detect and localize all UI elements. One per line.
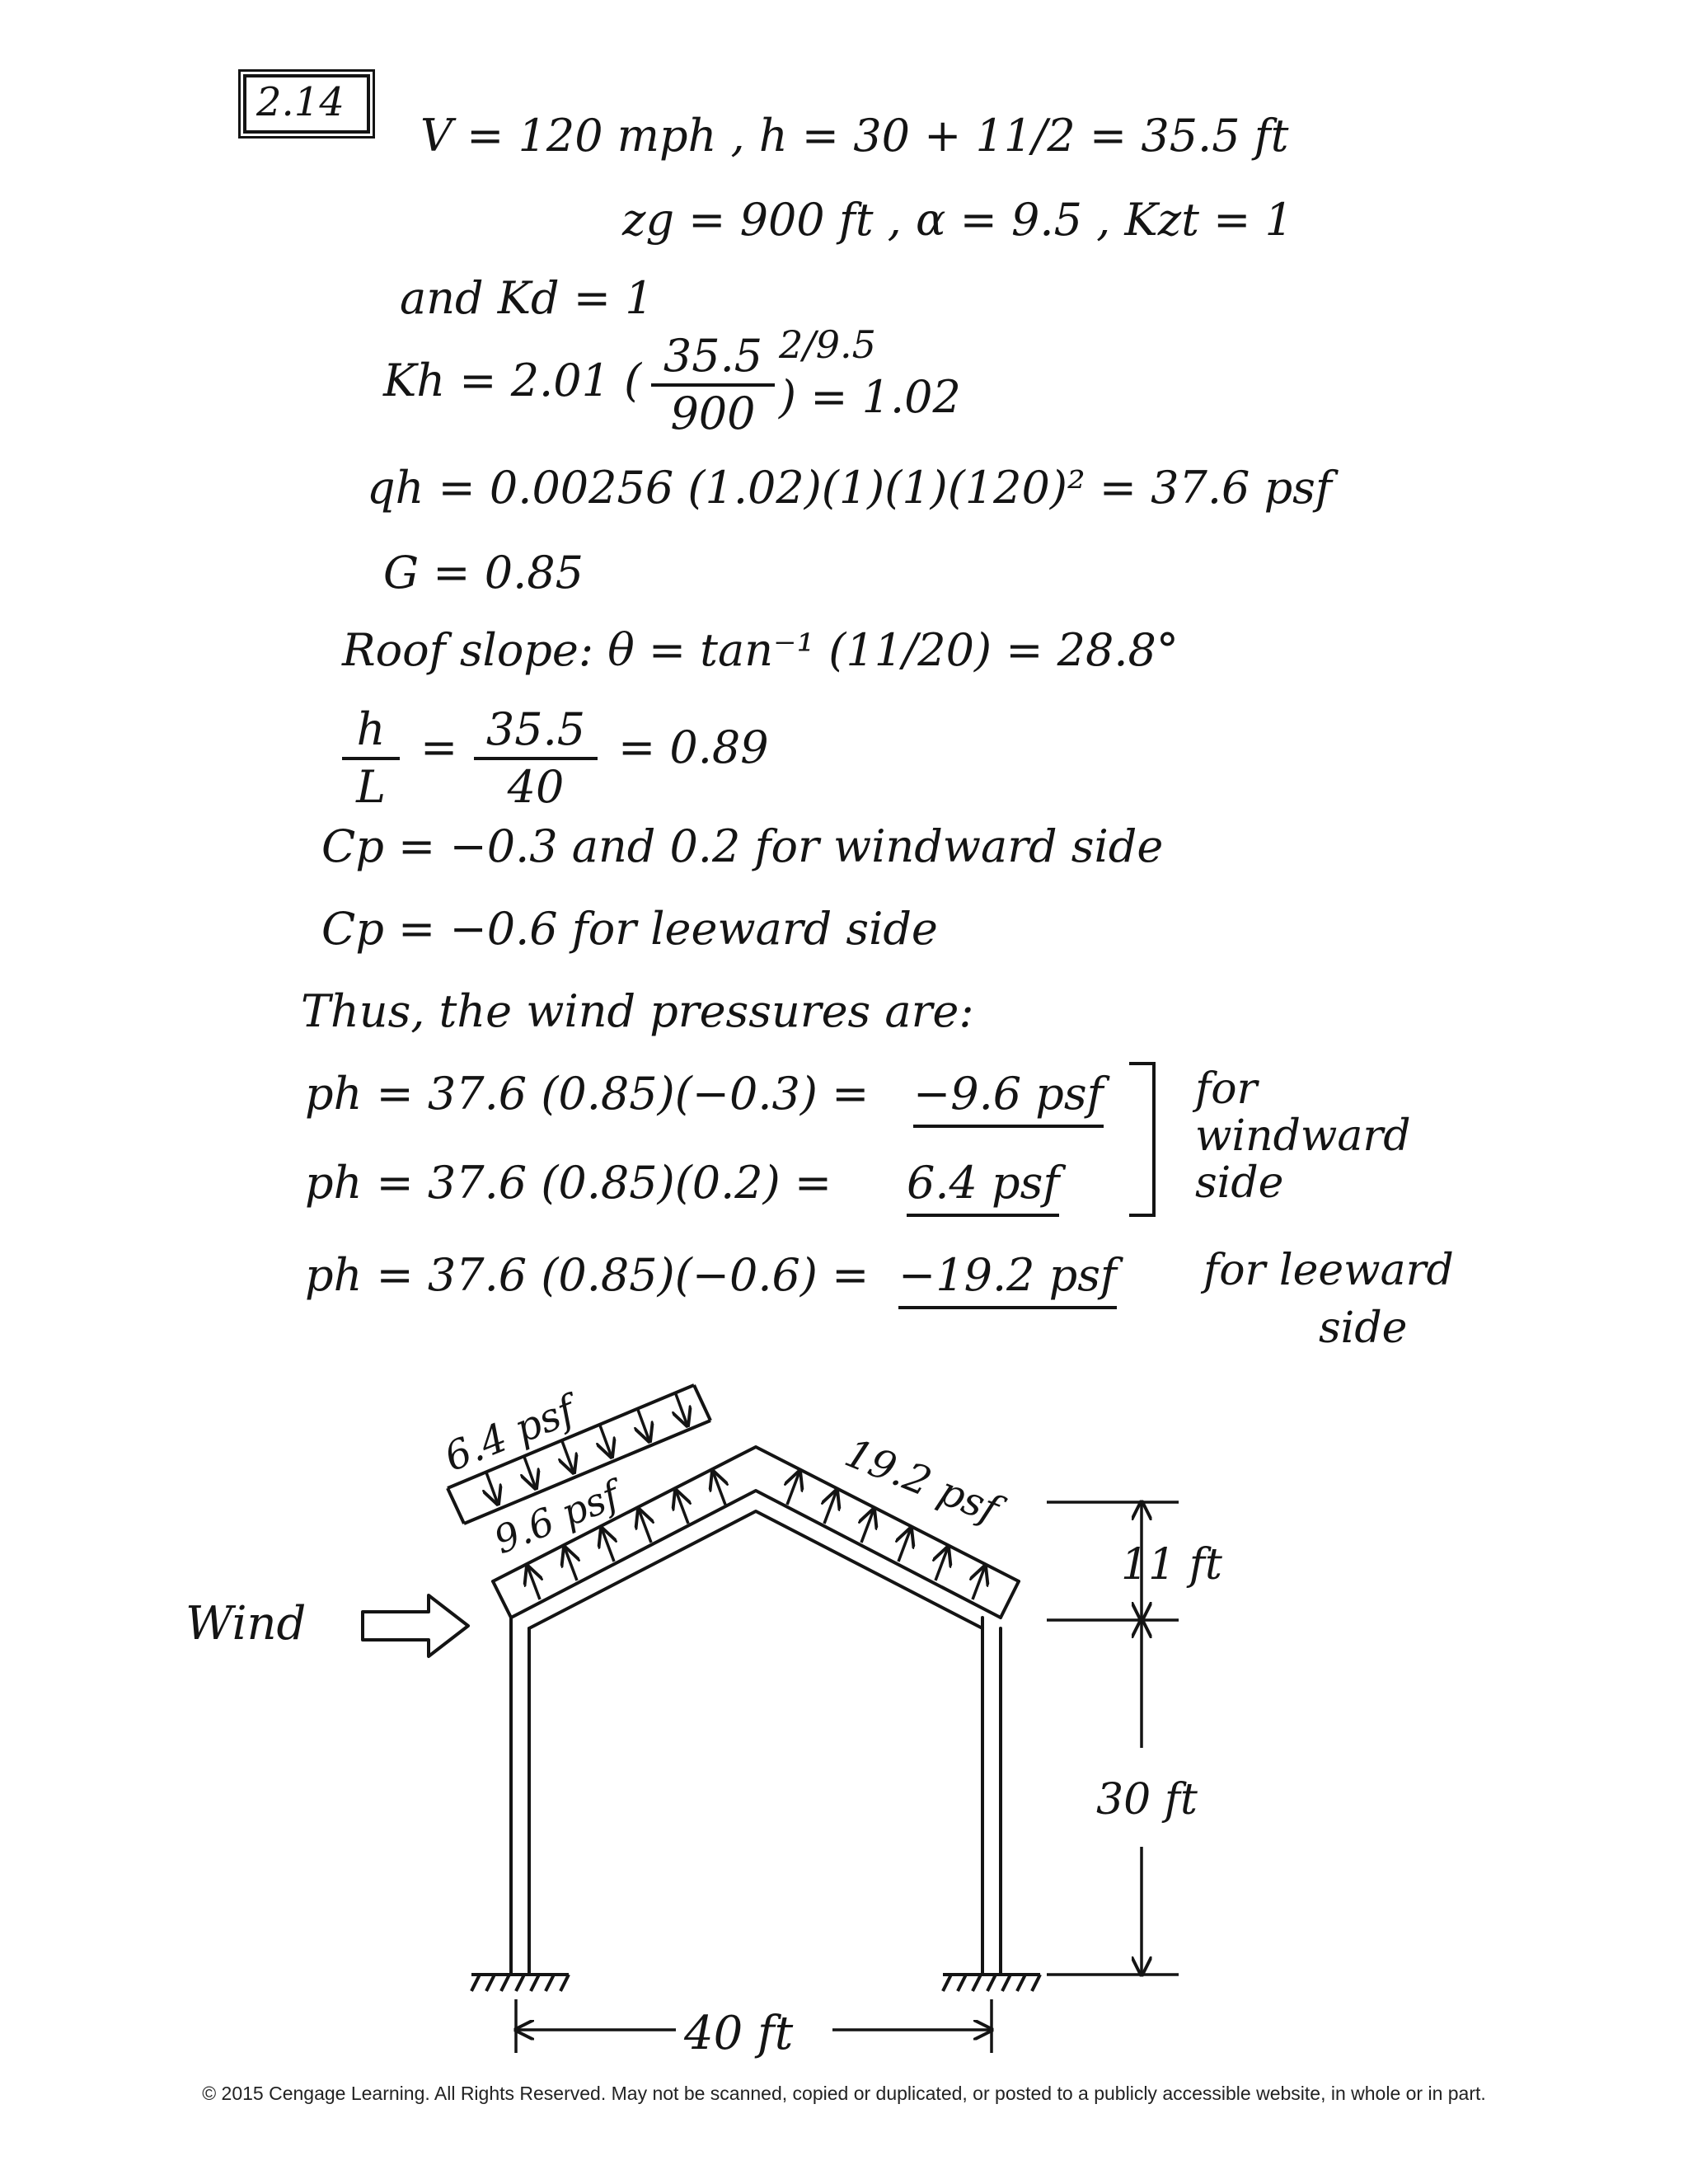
- eq-p-windward-pos-value: 6.4 psf: [907, 1157, 1059, 1217]
- eq-kh-lhs: Kh = 2.01 (: [383, 355, 642, 406]
- eq-thus: Thus, the wind pressures are:: [301, 985, 974, 1037]
- load-label-9-6: 9.6 psf: [487, 1472, 626, 1563]
- left-support: [471, 1975, 569, 1991]
- eq-p-windward-neg: ph = 37.6 (0.85)(−0.3) =: [305, 1068, 870, 1120]
- eq-roof-slope: Roof slope: θ = tan⁻¹ (11/20) = 28.8°: [342, 624, 1179, 676]
- dim-width: 40 ft: [684, 2007, 794, 2060]
- windward-note-2: windward: [1195, 1111, 1411, 1161]
- eq-p-leeward: ph = 37.6 (0.85)(−0.6) =: [305, 1249, 870, 1301]
- eq-gust-factor: G = 0.85: [383, 547, 584, 599]
- right-column: [982, 1618, 1001, 1975]
- eq-cp-windward: Cp = −0.3 and 0.2 for windward side: [321, 820, 1164, 872]
- eq-kd: and Kd = 1: [400, 272, 654, 324]
- eq-cp-leeward: Cp = −0.6 for leeward side: [321, 903, 938, 955]
- windward-note-3: side: [1195, 1158, 1284, 1208]
- windward-note-1: for: [1195, 1064, 1258, 1114]
- eq-kh-exponent: 2/9.5: [779, 322, 876, 367]
- eq-hl-rhs: = 0.89: [618, 721, 769, 773]
- eq-p-windward-pos: ph = 37.6 (0.85)(0.2) =: [305, 1157, 832, 1209]
- wind-label: Wind: [185, 1597, 307, 1651]
- eq-kh-denominator: 900: [670, 387, 756, 439]
- load-label-6-4: 6.4 psf: [438, 1387, 582, 1482]
- eq-qh: qh = 0.00256 (1.02)(1)(1)(120)² = 37.6 psf: [367, 462, 1332, 514]
- copyright-footer: © 2015 Cengage Learning. All Rights Reserved. May not be scanned, copied or duplicated, or posted to a publicly accessible website, in whole or in part.: [202, 2083, 1486, 2104]
- problem-number: 2.14: [256, 79, 345, 125]
- load-label-19-2: 19.2 psf: [838, 1430, 1006, 1533]
- eq-kh-numerator: 35.5: [663, 330, 763, 382]
- eq-zg-alpha-kzt: zg = 900 ft , α = 9.5 , Kzt = 1: [622, 194, 1293, 246]
- left-column: [511, 1618, 529, 1975]
- leeward-note-1: for leeward: [1203, 1246, 1454, 1295]
- dim-wall-height: 30 ft: [1096, 1775, 1198, 1825]
- eq-hl-denominator: 40: [507, 761, 565, 813]
- eq-kh-rhs: ) = 1.02: [779, 371, 961, 423]
- right-support: [943, 1975, 1040, 1991]
- eq-velocity-height: V = 120 mph , h = 30 + 11/2 = 35.5 ft: [420, 110, 1289, 162]
- leeward-note-2: side: [1319, 1303, 1408, 1353]
- eq-hl-numerator: 35.5: [485, 703, 586, 755]
- wind-arrow: [363, 1595, 468, 1656]
- solution-page: 2.14 V = 120 mph , h = 30 + 11/2 = 35.5 ft zg = 900 ft , α = 9.5 , Kzt = 1 and Kd = 1 Kh = 2.01 ( 35.5 900 2/9.5 ) = 1.02 qh = 0.00256 (1.02)(1)(1)(120)² = 37.6 psf G = 0.85 Roof slope: θ = tan⁻¹ (11/20) = 28.8° h L = 35.5 40 = 0.89 Cp = −0.3 and 0.2 for windward side Cp = −0.6 for leeward side Thus, the wind pressures are: ph = 37.6 (0.85)(−0.3) = −9.6 psf ph = 37.6 (0.85)(0.2) = 6.4 psf for windward side ph = 37.6 (0.85)(−0.6) = −19.2 psf for leeward side Wind 6.4 psf 9.6 psf 19.2 psf 11 ft 30 ft 40 ft © 2015 Cengage Learning. All Rights Reserved. May not be scanned, copied or duplicated, or posted to a publicly accessible website, in whole or in part.: [0, 0, 1688, 2184]
- eq-p-windward-neg-value: −9.6 psf: [913, 1068, 1104, 1128]
- dim-roof-height: 11 ft: [1121, 1540, 1222, 1590]
- eq-p-leeward-value: −19.2 psf: [898, 1249, 1117, 1309]
- eq-hl-label: h L: [342, 707, 400, 810]
